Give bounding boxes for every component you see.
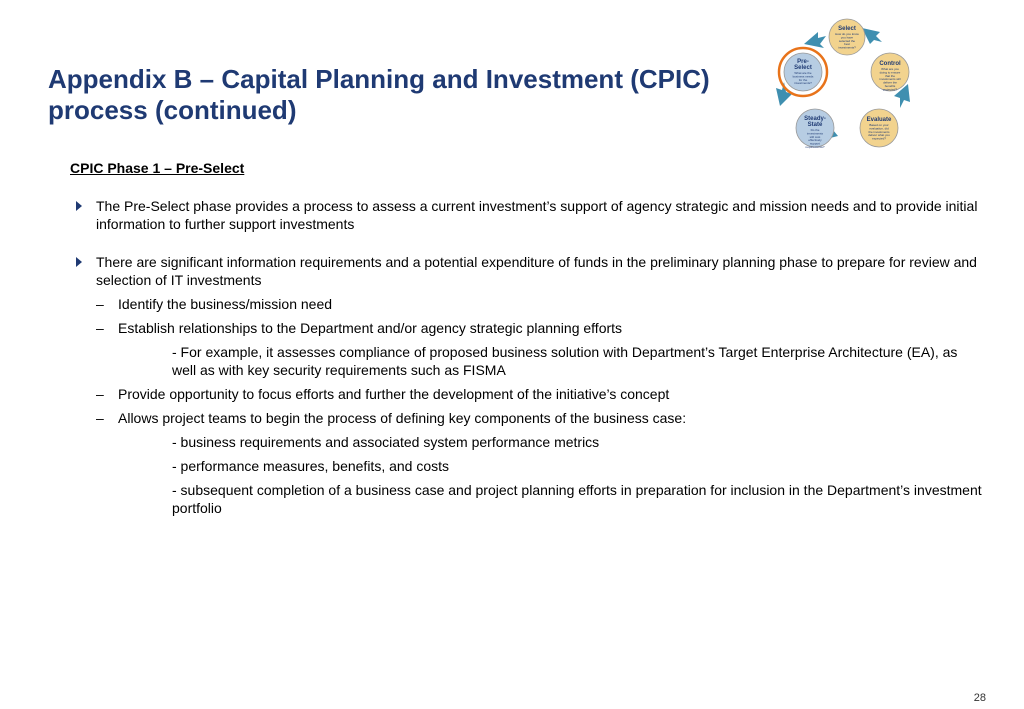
sub-bullet-text: Establish relationships to the Department and/or agency strategic planning efforts bbox=[118, 320, 623, 336]
business-case-item: - subsequent completion of a business case and project planning efforts in preparation for inclusion in the Department’s investment portfolio bbox=[172, 482, 982, 516]
slide-body bbox=[72, 197, 982, 537]
dash-marker: – bbox=[96, 410, 104, 426]
business-case-item: - business requirements and associated system performance metrics bbox=[172, 434, 600, 450]
bullet-text: There are significant information requirements and a potential expenditure of funds in the preliminary planning phase to prepare for review and selection of IT investments bbox=[96, 254, 977, 288]
dash-marker: – bbox=[96, 386, 104, 402]
sub-bullet bbox=[72, 385, 982, 403]
business-case-item: - performance measures, benefits, and costs bbox=[172, 458, 450, 474]
sub-bullet-text: Allows project teams to begin the process of defining key components of the business case: bbox=[118, 410, 687, 426]
bullet-arrow-icon bbox=[76, 201, 82, 211]
sub-bullet-text: Provide opportunity to focus efforts and further the development of the initiative’s concept bbox=[118, 386, 670, 402]
phase-heading: CPIC Phase 1 – Pre-Select bbox=[70, 160, 245, 176]
sub-bullet bbox=[72, 409, 982, 427]
cycle-node-pre-select bbox=[784, 53, 822, 91]
sub-bullet bbox=[72, 319, 982, 337]
node-desc: Do the investments still cost effectively support requirements? bbox=[805, 128, 825, 149]
node-title: Control bbox=[879, 61, 901, 67]
cycle-node-evaluate bbox=[860, 109, 898, 147]
node-title: Evaluate bbox=[866, 117, 892, 123]
sub-bullet bbox=[72, 295, 982, 313]
sub-bullet-text: Identify the business/mission need bbox=[118, 296, 333, 312]
dash-marker: – bbox=[96, 320, 104, 336]
node-title: Steady-State bbox=[804, 116, 826, 128]
cycle-node-select bbox=[829, 19, 865, 55]
cpic-cycle-diagram bbox=[770, 14, 920, 154]
bullet-item bbox=[72, 253, 982, 517]
cycle-node-control bbox=[871, 53, 909, 91]
slide-title: Appendix B – Capital Planning and Investment (CPIC) process (continued) bbox=[48, 64, 710, 125]
node-title: Pre-Select bbox=[794, 59, 812, 71]
bullet-text: The Pre-Select phase provides a process to assess a current investment’s support of agency strategic and mission needs and to provide initial information to further support investments bbox=[96, 198, 978, 232]
node-desc: How do you know you have selected the best investments? bbox=[835, 32, 859, 50]
node-desc: What are the business needs for the investments? bbox=[792, 71, 814, 86]
bullet-arrow-icon bbox=[76, 257, 82, 267]
node-desc: Based on your evaluation, did the investments deliver what you expected? bbox=[868, 123, 890, 141]
cycle-node-steady-state bbox=[796, 109, 834, 149]
example-note: - For example, it assesses compliance of proposed business solution with Department’s Target Enterprise Architecture (EA), as well as with key security requirements such as FISMA bbox=[172, 344, 958, 378]
node-title: Select bbox=[838, 26, 856, 32]
dash-marker: – bbox=[96, 296, 104, 312]
bullet-item bbox=[72, 197, 982, 233]
node-desc: What are you doing to ensure that the investments will deliver the benefits projected? bbox=[879, 67, 901, 92]
page-number: 28 bbox=[973, 692, 986, 704]
arrow-preselect-select bbox=[804, 32, 826, 48]
